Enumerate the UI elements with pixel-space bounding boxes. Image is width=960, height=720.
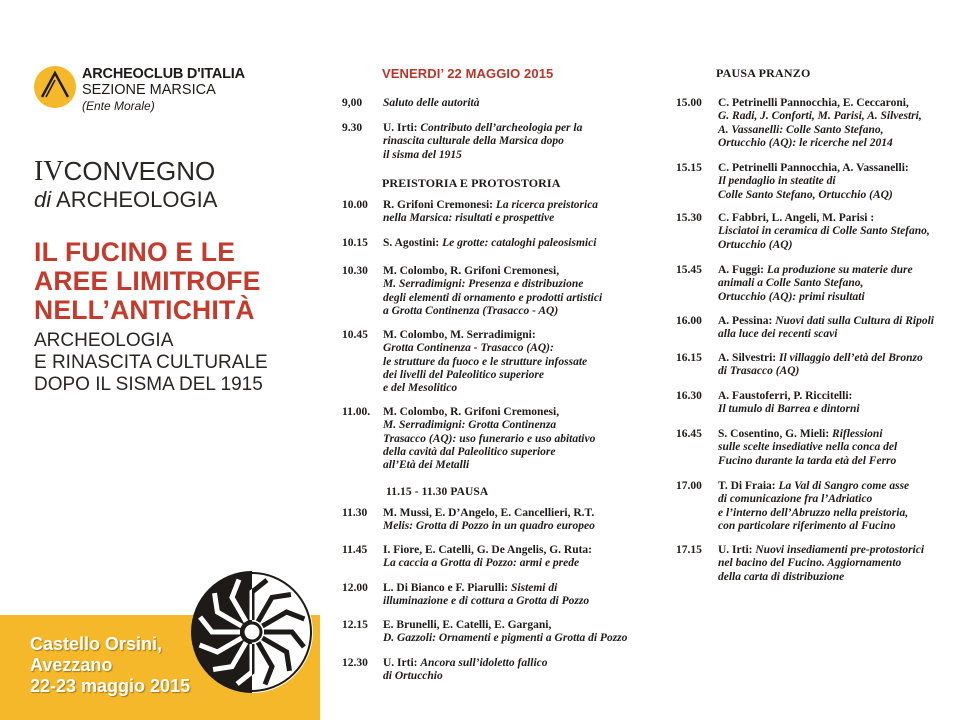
entry-title-line: a Grotta Continenza (Trasacco - AQ) [383, 304, 559, 317]
entry-authors: S. Agostini: [383, 237, 443, 249]
entry-time: 11.45 [342, 544, 368, 556]
program-entry [676, 428, 960, 468]
organizer-status: (Ente Morale) [82, 99, 155, 113]
event-dates: 22-23 maggio 2015 [30, 676, 191, 696]
entry-time: 15.30 [676, 212, 702, 224]
entry-title-line: Nuovi insediamenti pre-protostorici [755, 544, 925, 556]
entry-authors: U. Irti: [718, 544, 756, 556]
convegno-di: di [34, 187, 52, 212]
entry-title-line: Ortucchio (AQ) [718, 238, 793, 251]
entry-time: 10.45 [342, 329, 368, 341]
entry-title-line: La Val di Sangro come asse [778, 480, 910, 492]
entry-title-line: La produzione su materie dure [766, 264, 913, 276]
subtitle-line: ARCHEOLOGIA [34, 330, 174, 351]
entry-title-line: Fucino durante la tarda età del Ferro [718, 454, 897, 467]
entry-title-line: con particolare riferimento al Fucino [718, 519, 896, 532]
entry-authors: C. Petrinelli Pannocchia, A. Vassanelli: [718, 162, 909, 174]
venue-line: Castello Orsini, [30, 634, 163, 654]
entry-time: 11.00. [342, 406, 371, 418]
entry-title-line: G. Radi, J. Conforti, M. Parisi, A. Silvestri, [718, 110, 922, 123]
convegno-topic: ARCHEOLOGIA [56, 187, 218, 212]
entry-authors: A. Fuggi: [718, 264, 767, 276]
entry-title-line: di comunicazione fra l’Adriatico [718, 493, 873, 506]
entry-title-line: Saluto delle autorità [383, 97, 480, 109]
entry-time: 16.15 [676, 352, 702, 364]
entry-authors: C. Fabbri, L. Angeli, M. Parisi : [718, 212, 875, 224]
entry-title-line: Trasacco (AQ): uso funerario e uso abitativo [383, 432, 596, 445]
program-morning [320, 0, 650, 720]
entry-authors: A. Silvestri: [718, 352, 780, 364]
convegno-word: CONVEGNO [63, 156, 216, 186]
program-entry [342, 237, 642, 250]
day-heading: VENERDI’ 22 MAGGIO 2015 [382, 66, 554, 81]
entry-time: 16.30 [676, 390, 702, 402]
entry-authors: A. Faustoferri, P. Riccitelli: [718, 390, 853, 402]
entry-title-line: di Ortucchio [383, 670, 443, 683]
program-entry [676, 352, 960, 379]
entry-title-line: di Trasacco (AQ) [718, 365, 800, 378]
program-entry [342, 582, 642, 609]
entry-title-line: degli elementi di ornamento e prodotti artistici [383, 291, 603, 304]
entry-time: 17.15 [676, 544, 702, 556]
program-entry [676, 544, 960, 584]
archeoclub-logo-icon [32, 64, 78, 110]
entry-title-line: animali a Colle Santo Stefano, [718, 277, 864, 290]
program-entry [342, 97, 642, 124]
entry-title-line: Ortucchio (AQ): le ricerche nel 2014 [718, 136, 893, 149]
entry-title-line: Ancora sull’idoletto fallico [420, 657, 548, 669]
entry-title-line: sulle scelte insediative nella conca del [718, 441, 898, 454]
entry-authors: A. Pessina: [718, 315, 776, 327]
program-entry [676, 315, 960, 342]
entry-authors: M. Mussi, E. D’Angelo, E. Cancellieri, R.T. [383, 507, 595, 519]
entry-title-line: illuminazione e di cottura a Grotta di Pozzo [383, 595, 590, 608]
entry-title-line: all’Età dei Metalli [383, 459, 470, 472]
cover-panel [0, 0, 320, 720]
entry-authors: M. Colombo, R. Grifoni Cremonesi, [383, 265, 560, 277]
entry-title-line: D. Gazzoli: Ornamenti e pigmenti a Grotta di Pozzo [383, 632, 628, 645]
entry-time: 15.45 [676, 264, 702, 276]
program-entry [342, 199, 642, 226]
program-entry [676, 480, 960, 533]
entry-time: 12.15 [342, 619, 368, 631]
entry-title-line: rinascita culturale della Marsica dopo [383, 135, 564, 148]
title-line: AREE LIMITROFE [34, 266, 261, 296]
title-line: IL FUCINO E LE [34, 237, 236, 267]
entry-authors: M. Colombo, R. Grifoni Cremonesi, [383, 406, 560, 418]
entry-title-line: M. Serradimigni: Presenza e distribuzione [383, 278, 584, 291]
entry-time: 10.00 [342, 199, 368, 211]
entry-title-line: le strutture da fuoco e le strutture infossate [383, 355, 588, 368]
lunch-heading: PAUSA PRANZO [716, 66, 811, 80]
entry-title-line: A. Vassanelli: Colle Santo Stefano, [718, 123, 884, 136]
entry-authors: U. Irti: [383, 657, 421, 669]
entry-time: 12.30 [342, 657, 368, 669]
entry-authors: I. Fiore, E. Catelli, G. De Angelis, G. Ruta: [383, 544, 593, 556]
entry-title-line: Colle Santo Stefano, Ortucchio (AQ) [718, 188, 893, 201]
event-subtitle [34, 330, 268, 396]
title-line: NELL’ANTICHITÀ [34, 295, 255, 325]
entry-title-line: Ortucchio (AQ): primi risultati [718, 290, 865, 303]
entry-title-line: della cavità dal Paleolitico superiore [383, 445, 556, 458]
organizer-name: ARCHEOCLUB D'ITALIA [82, 66, 245, 82]
entry-time: 16.00 [676, 315, 702, 327]
entry-authors: T. Di Fraia: [718, 480, 779, 492]
section-heading: PREISTORIA E PROTOSTORIA [382, 176, 561, 190]
entry-title-line: Lisciatoi in ceramica di Colle Santo Stefano, [718, 225, 930, 238]
break-heading: 11.15 - 11.30 PAUSA [386, 486, 489, 498]
program-entry [342, 657, 642, 684]
program-entry [676, 212, 960, 252]
entry-title-line: Riflessioni [832, 428, 883, 440]
entry-authors: C. Petrinelli Pannocchia, E. Ceccaroni, [718, 97, 909, 109]
program-entry [342, 406, 642, 473]
subtitle-line: DOPO IL SISMA DEL 1915 [34, 374, 263, 395]
entry-time: 10.15 [342, 237, 368, 249]
entry-title-line: e l’interno dell’Abruzzo nella preistoria, [718, 506, 909, 519]
entry-title-line: Le grotte: cataloghi paleosismici [442, 237, 597, 249]
entry-title-line: La caccia a Grotta di Pozzo: armi e prede [383, 557, 580, 570]
entry-authors: M. Colombo, M. Serradimigni: [383, 329, 536, 341]
entry-time: 15.15 [676, 162, 702, 174]
subtitle-line: E RINASCITA CULTURALE [34, 352, 268, 373]
entry-title-line: dei livelli del Paleolitico superiore [383, 368, 544, 381]
entry-authors: E. Brunelli, E. Catelli, E. Gargani, [383, 619, 552, 631]
entry-title-line: Nuovi dati sulla Cultura di Ripoli [775, 315, 934, 327]
entry-title-line: M. Serradimigni: Grotta Continenza [383, 419, 557, 432]
program-entry [676, 162, 960, 202]
organizer-section: SEZIONE MARSICA [82, 82, 216, 98]
entry-title-line: e del Mesolitico [383, 382, 458, 395]
program-entry [676, 97, 960, 150]
entry-time: 17.00 [676, 480, 702, 492]
entry-title-line: il sisma del 1915 [383, 148, 462, 161]
entry-title-line: Il villaggio dell’età del Bronzo [779, 352, 923, 364]
program-entry [342, 619, 642, 646]
program-entry [676, 390, 960, 417]
entry-title-line: Il tumulo di Barrea e dintorni [718, 403, 860, 416]
entry-time: 9,00 [342, 97, 363, 109]
entry-authors: L. Di Bianco e F. Piarulli: [383, 582, 511, 594]
event-title [34, 238, 261, 325]
entry-title-line: La ricerca preistorica [495, 199, 599, 211]
entry-time: 10.30 [342, 265, 368, 277]
entry-title-line: Grotta Continenza - Trasacco (AQ): [383, 342, 554, 355]
sun-wheel-emblem-icon [190, 570, 314, 694]
entry-title-line: Il pendaglio in steatite di [718, 175, 836, 188]
entry-time: 16.45 [676, 428, 702, 440]
program-entry [342, 329, 642, 396]
entry-authors: R. Grifoni Cremonesi: [383, 199, 496, 211]
organizer-block [82, 66, 245, 114]
entry-time: 15.00 [676, 97, 702, 109]
entry-title-line: alla luce dei recenti scavi [718, 328, 838, 341]
venue-city: Avezzano [30, 655, 113, 675]
edition-number: IV [34, 156, 64, 187]
entry-time: 12.00 [342, 582, 368, 594]
entry-title-line: della carta di distribuzione [718, 570, 845, 583]
entry-time: 9.30 [342, 122, 363, 134]
program-entry [342, 122, 642, 162]
venue-text [30, 634, 190, 697]
entry-title-line: nella Marsica: risultati e prospettive [383, 212, 555, 225]
program-entry [342, 265, 642, 318]
program-entry [342, 544, 642, 571]
entry-title-line: Sistemi di [511, 582, 558, 594]
program-entry [342, 507, 642, 534]
entry-title-line: Melis: Grotta di Pozzo in un quadro europeo [383, 520, 595, 533]
entry-time: 11.30 [342, 507, 368, 519]
entry-authors: S. Cosentino, G. Mieli: [718, 428, 833, 440]
entry-title-line: Contributo dell’archeologia per la [420, 122, 583, 134]
program-afternoon [650, 0, 960, 720]
entry-authors: U. Irti: [383, 122, 421, 134]
entry-title-line: nel bacino del Fucino. Aggiornamento [718, 557, 902, 570]
convegno-heading [34, 156, 217, 213]
program-entry [676, 264, 960, 304]
